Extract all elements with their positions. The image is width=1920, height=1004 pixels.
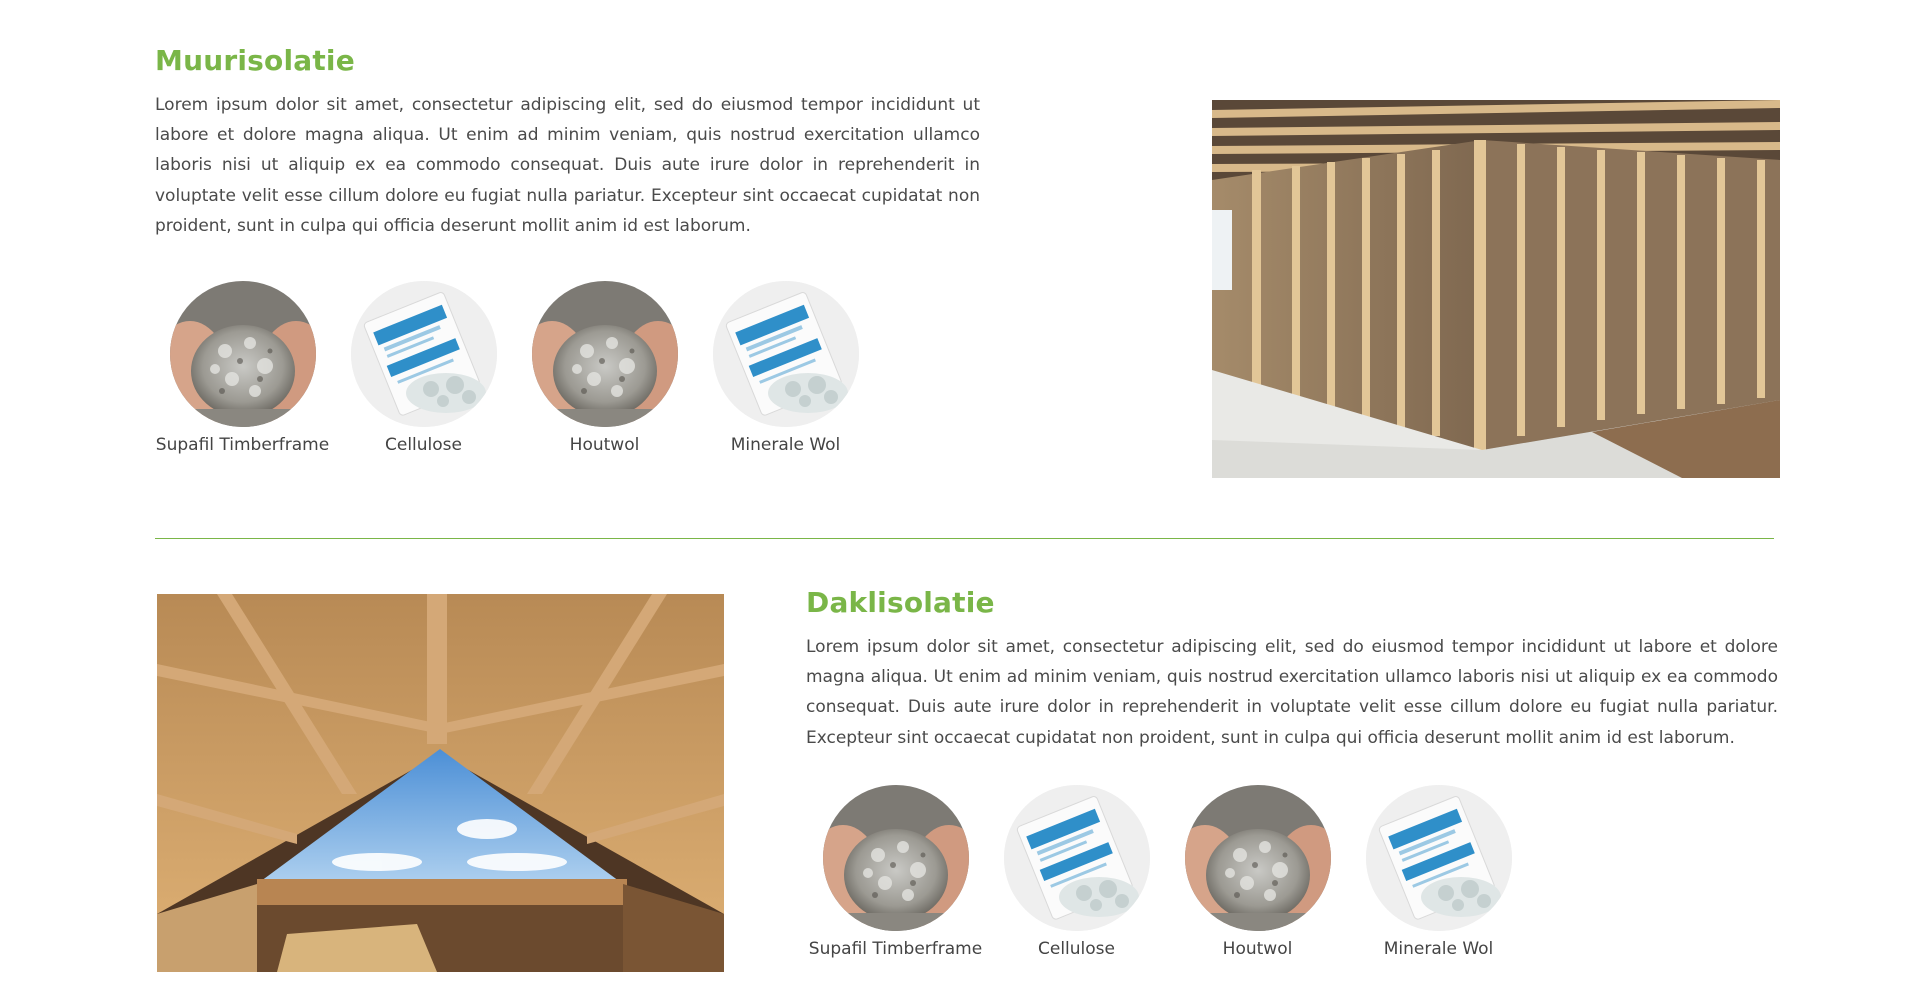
product-item[interactable] [333, 281, 514, 455]
supafil-bag-photo [1004, 785, 1150, 931]
product-item[interactable] [695, 281, 876, 455]
section-divider [155, 538, 1774, 539]
product-label: Minerale Wol [730, 435, 841, 455]
product-item[interactable] [152, 281, 333, 455]
wall-insulation-section [155, 44, 980, 241]
wall-insulation-photo [1212, 100, 1780, 478]
section-title: Muurisolatie [155, 44, 355, 77]
hands-fibre-photo [1185, 785, 1331, 931]
supafil-bag-photo [713, 281, 859, 427]
product-item[interactable] [514, 281, 695, 455]
supafil-bag-photo [1366, 785, 1512, 931]
product-label: Houtwol [569, 435, 640, 455]
product-label: Supafil Timberframe [155, 435, 330, 455]
roof-insulation-photo [157, 594, 724, 972]
roof-insulation-section [806, 586, 1778, 753]
section-description: Lorem ipsum dolor sit amet, consectetur adipiscing elit, sed do eiusmod tempor incididunt ut labore et dolore magna aliqua. Ut enim ad minim veniam, quis nostrud exercitation ullamco laboris nisi ut aliquip ex ea commodo consequat. Duis aute irure dolor in reprehenderit in voluptate velit esse cillum dolore eu fugiat nulla pariatur. Excepteur sint occaecat cupidatat non proident, sunt in culpa qui officia deserunt mollit anim id est laborum. [155, 95, 980, 236]
product-item[interactable] [1348, 785, 1529, 959]
hands-fibre-photo [823, 785, 969, 931]
product-item[interactable] [986, 785, 1167, 959]
product-label: Cellulose [385, 435, 462, 455]
product-label: Minerale Wol [1383, 939, 1494, 959]
section-description: Lorem ipsum dolor sit amet, consectetur adipiscing elit, sed do eiusmod tempor incididunt ut labore et dolore magna aliqua. Ut enim ad minim veniam, quis nostrud exercitation ullamco laboris nisi ut aliquip ex ea commodo consequat. Duis aute irure dolor in reprehenderit in voluptate velit esse cillum dolore eu fugiat nulla pariatur. Excepteur sint occaecat cupidatat non proident, sunt in culpa qui officia deserunt mollit anim id est laborum. [806, 637, 1778, 748]
wall-product-list [152, 281, 876, 455]
product-label: Supafil Timberframe [808, 939, 983, 959]
section-title: Daklisolatie [806, 586, 995, 619]
hands-fibre-photo [170, 281, 316, 427]
product-item[interactable] [1167, 785, 1348, 959]
roof-product-list [805, 785, 1529, 959]
product-label: Cellulose [1038, 939, 1115, 959]
product-item[interactable] [805, 785, 986, 959]
supafil-bag-photo [351, 281, 497, 427]
hands-fibre-photo [532, 281, 678, 427]
product-label: Houtwol [1222, 939, 1293, 959]
